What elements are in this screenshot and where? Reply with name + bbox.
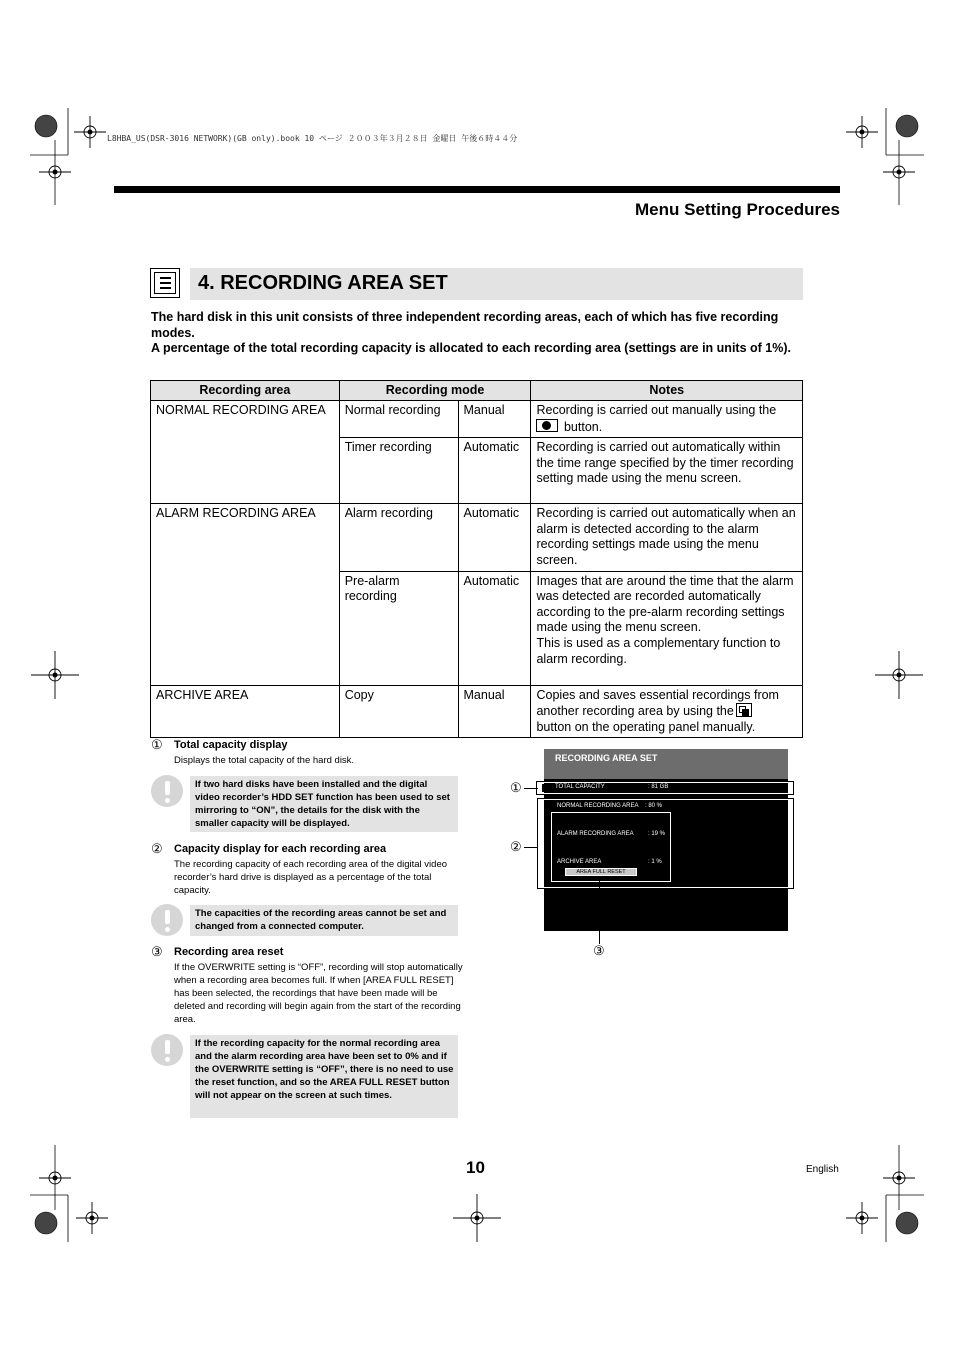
top-rule [114, 186, 840, 193]
caution-icon [151, 1034, 183, 1066]
area-cell: ALARM RECORDING AREA [151, 504, 340, 685]
caution-note: If the recording capacity for the normal recording area and the alarm recording area have been set to 0% and if the OVERWRITE setting is “OFF”, there is no need to use the reset function, and so the AREA FULL RESET button will not appear on the screen at such times. [190, 1035, 458, 1118]
note-cell: Recording is carried out automatically when an alarm is detected according to the alarm recording settings made using the menu screen. [531, 504, 803, 571]
callout-leader-3 [599, 878, 600, 944]
type-cell: Automatic [458, 504, 531, 571]
callout-leader-1 [524, 788, 538, 789]
record-button-icon [536, 419, 558, 432]
header-recording-area: Recording area [151, 381, 340, 401]
total-capacity-value: : 81 GB [648, 784, 669, 790]
note-text: This is used as a complementary function to alarm recording. [536, 635, 781, 666]
note-cell [531, 571, 803, 685]
item-description: If the OVERWRITE setting is “OFF”, recording will stop automatically when a recording area becomes full. If when [AREA FULL RESET] has been selected, the recordings that have been made will be deleted and recording will begin again from the start of the recording area. [174, 962, 463, 1025]
intro-paragraph-2: A percentage of the total recording capacity is allocated to each recording area (settings are in units of 1%). [151, 341, 791, 355]
mode-cell: Copy [339, 685, 458, 738]
note-text: Recording is carried out manually using the [536, 403, 777, 417]
screen-title: RECORDING AREA SET [555, 753, 658, 763]
callout-leader-2 [524, 847, 538, 848]
header-recording-mode: Recording mode [339, 381, 531, 401]
note-text: button. [563, 419, 603, 434]
total-capacity-label: TOTAL CAPACITY [555, 784, 605, 790]
mode-cell: Alarm recording [339, 504, 458, 571]
archive-area-value: : 1 % [648, 859, 662, 865]
item-title: Capacity display for each recording area [174, 843, 387, 855]
language-label: English [806, 1164, 839, 1175]
note-cell [531, 685, 803, 738]
note-cell: Recording is carried out automatically within the time range specified by the timer recording setting made using the menu screen. [531, 438, 803, 504]
archive-area-label: ARCHIVE AREA [557, 859, 602, 865]
table-row [151, 504, 803, 571]
caution-icon [151, 904, 183, 936]
item-description: The recording capacity of each recording area of the digital video recorder’s hard drive is displayed as a percentage of the total capacity. [174, 859, 448, 896]
page-number: 10 [466, 1158, 485, 1177]
note-text: Images that are around the time that the alarm was detected are recorded automatically according to the pre-alarm recording settings made using the menu screen. [536, 573, 794, 635]
total-capacity-row [542, 784, 786, 792]
note-cell [531, 401, 803, 438]
intro-paragraph-1: The hard disk in this unit consists of three independent recording areas, each of which has five recording modes. [151, 310, 779, 340]
area-cell: NORMAL RECORDING AREA [151, 401, 340, 504]
mode-cell: Pre-alarm recording [339, 571, 458, 685]
mode-cell: Timer recording [339, 438, 458, 504]
table-row [151, 685, 803, 738]
item-number: ① [151, 737, 163, 752]
area-cell: ARCHIVE AREA [151, 685, 340, 738]
alarm-area-value: : 19 % [648, 831, 666, 837]
type-cell: Manual [458, 401, 531, 438]
alarm-area-label: ALARM RECORDING AREA [557, 831, 634, 837]
callout-1: ① [510, 780, 522, 795]
normal-area-value: : 80 % [645, 803, 663, 809]
menu-list-icon [150, 268, 180, 298]
callout-2: ② [510, 839, 522, 854]
header-notes: Notes [531, 381, 803, 401]
copy-button-icon [736, 703, 752, 717]
recording-area-table [150, 380, 803, 738]
type-cell: Automatic [458, 438, 531, 504]
page-title: 4. RECORDING AREA SET [198, 272, 448, 294]
section-title: Menu Setting Procedures [635, 200, 840, 219]
normal-area-label: NORMAL RECORDING AREA [557, 803, 639, 809]
mode-cell: Normal recording [339, 401, 458, 438]
caution-icon [151, 775, 183, 807]
note-text: button on the operating panel manually. [536, 719, 756, 734]
type-cell: Manual [458, 685, 531, 738]
item-title: Total capacity display [174, 739, 288, 751]
file-header: L8HBA_US(DSR-3016 NETWORK)(GB only).book 10 ページ ２００３年３月２８日 金曜日 午後６時４４分 [107, 134, 518, 143]
area-full-reset-button[interactable]: AREA FULL RESET [565, 868, 637, 876]
screen-title-bar [544, 749, 788, 779]
item-number: ③ [151, 944, 163, 959]
item-title: Recording area reset [174, 946, 284, 958]
callout-3: ③ [593, 943, 605, 958]
item-number: ② [151, 841, 163, 856]
caution-note: If two hard disks have been installed and the digital video recorder’s HDD SET function has been used to set mirroring to “ON”, the details for the disk with the smaller capacity will be displayed. [190, 776, 458, 832]
table-header-row [151, 381, 803, 401]
table-row [151, 401, 803, 438]
item-description: Displays the total capacity of the hard disk. [174, 755, 355, 766]
type-cell: Automatic [458, 571, 531, 685]
caution-note: The capacities of the recording areas cannot be set and changed from a connected computer. [190, 905, 458, 936]
note-text: Copies and saves essential recordings from another recording area by using the [536, 687, 779, 719]
